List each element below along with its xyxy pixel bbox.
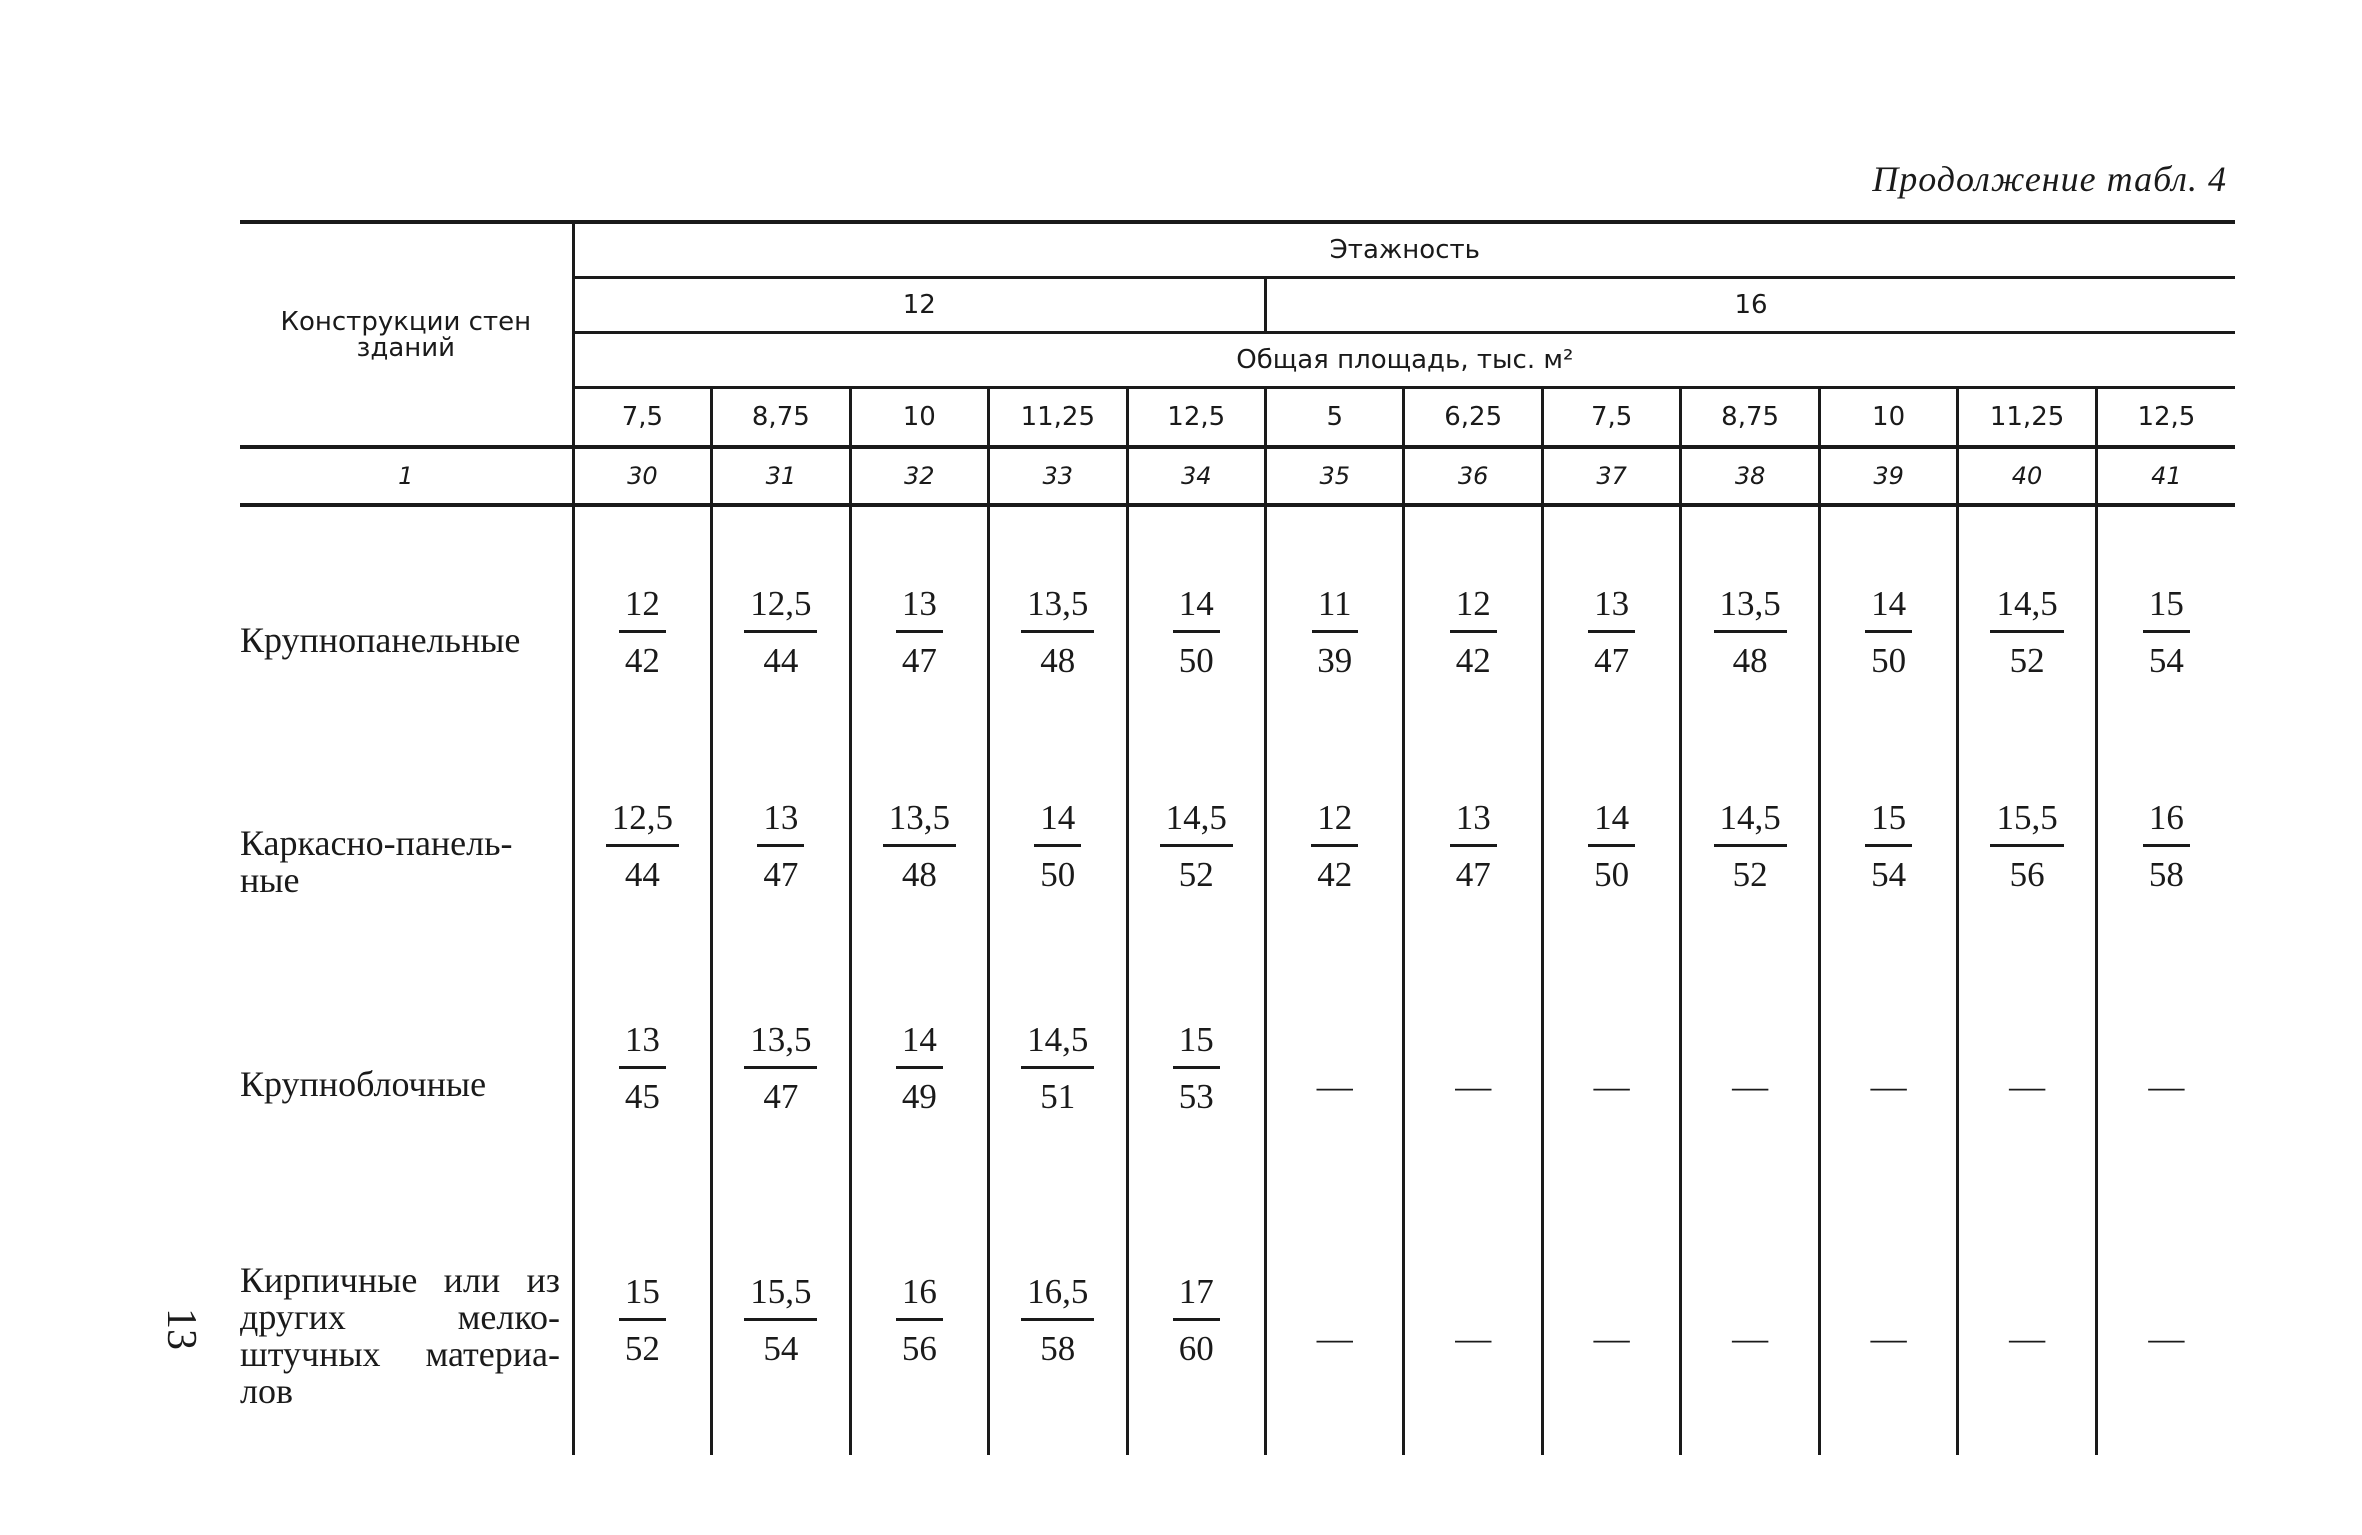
fraction: [1173, 1272, 1220, 1369]
fraction-numerator: 14,5: [1990, 584, 2063, 633]
fraction-denominator: 52: [1178, 854, 1214, 894]
empty-dash: —: [1870, 1318, 1907, 1358]
fraction-denominator: 47: [901, 640, 937, 680]
fraction: [1311, 798, 1358, 895]
fraction-numerator: 16,5: [1021, 1272, 1094, 1321]
fraction: [1714, 798, 1787, 895]
column-index: 36: [1404, 447, 1542, 505]
table-cell: [1127, 1173, 1265, 1455]
fraction: [1173, 1020, 1220, 1117]
table-cell: [1265, 505, 1403, 729]
fraction-denominator: 48: [1040, 640, 1076, 680]
fraction-denominator: 52: [624, 1328, 660, 1368]
fraction: [1160, 798, 1233, 895]
table-header: [240, 222, 2235, 505]
table-cell: [1819, 1173, 1957, 1455]
fraction-denominator: 54: [763, 1328, 799, 1368]
fraction: [744, 584, 817, 681]
area-value: 10: [1819, 388, 1957, 448]
fraction-numerator: 15: [619, 1272, 666, 1321]
fraction-numerator: 15: [2143, 584, 2190, 633]
fraction-denominator: 44: [624, 854, 660, 894]
table-row: [240, 1173, 2235, 1455]
fraction-numerator: 13,5: [744, 1020, 817, 1069]
table-cell: [712, 951, 850, 1173]
fraction-denominator: 39: [1317, 640, 1353, 680]
table-cell: [2096, 951, 2235, 1173]
empty-dash: —: [1870, 1066, 1907, 1106]
table-row: [240, 729, 2235, 951]
table-cell: [1404, 505, 1542, 729]
table-row: [240, 951, 2235, 1173]
column-index: 30: [573, 447, 711, 505]
fraction-numerator: 14: [1865, 584, 1912, 633]
fraction-denominator: 42: [624, 640, 660, 680]
table-cell: [1265, 1173, 1403, 1455]
area-value: 6,25: [1404, 388, 1542, 448]
fraction-denominator: 50: [1871, 640, 1907, 680]
fraction-denominator: 58: [1040, 1328, 1076, 1368]
fraction: [1588, 798, 1635, 895]
column-index: 39: [1819, 447, 1957, 505]
row-label: [240, 951, 573, 1173]
row-label: [240, 505, 573, 729]
table-cell: [2096, 729, 2235, 951]
fraction-denominator: 52: [2009, 640, 2045, 680]
fraction: [1990, 798, 2063, 895]
column-index: 1: [240, 447, 573, 505]
column-index: 38: [1681, 447, 1819, 505]
column-index: 33: [989, 447, 1127, 505]
table-body: [240, 505, 2235, 1455]
fraction: [883, 798, 956, 895]
area-value: 12,5: [1127, 388, 1265, 448]
fraction-denominator: 54: [1871, 854, 1907, 894]
fraction-denominator: 47: [763, 1076, 799, 1116]
fraction: [2143, 798, 2190, 895]
fraction: [619, 1272, 666, 1369]
fraction-numerator: 13,5: [883, 798, 956, 847]
table-row: [240, 505, 2235, 729]
table-cell: [1265, 729, 1403, 951]
stub-header: Конструкции стен зданий: [240, 222, 573, 447]
fraction-denominator: 52: [1732, 854, 1768, 894]
fraction: [1173, 584, 1220, 681]
fraction: [606, 798, 679, 895]
column-index: 31: [712, 447, 850, 505]
fraction-numerator: 15,5: [1990, 798, 2063, 847]
fraction-numerator: 14,5: [1714, 798, 1787, 847]
area-value: 7,5: [573, 388, 711, 448]
table-cell: [712, 729, 850, 951]
fraction-denominator: 47: [1455, 854, 1491, 894]
fraction-denominator: 49: [901, 1076, 937, 1116]
page-number: 13: [158, 1308, 204, 1350]
fraction-denominator: 53: [1178, 1076, 1214, 1116]
fraction-denominator: 47: [1594, 640, 1630, 680]
table-cell: [712, 1173, 850, 1455]
table-cell: [1404, 951, 1542, 1173]
fraction: [1714, 584, 1787, 681]
table-cell: [1542, 1173, 1680, 1455]
table-cell: [1958, 1173, 2096, 1455]
column-index: 34: [1127, 447, 1265, 505]
empty-dash: —: [1455, 1318, 1492, 1358]
table-cell: [573, 951, 711, 1173]
fraction-numerator: 14: [1034, 798, 1081, 847]
table-cell: [1127, 951, 1265, 1173]
fraction-denominator: 44: [763, 640, 799, 680]
empty-dash: —: [2009, 1318, 2046, 1358]
fraction-numerator: 12: [1311, 798, 1358, 847]
fraction: [619, 1020, 666, 1117]
table-cell: [989, 1173, 1127, 1455]
empty-dash: —: [1455, 1066, 1492, 1106]
empty-dash: —: [1316, 1318, 1353, 1358]
fraction-numerator: 15,5: [744, 1272, 817, 1321]
fraction-denominator: 50: [1040, 854, 1076, 894]
fraction-denominator: 51: [1040, 1076, 1076, 1116]
table-cell: [1958, 729, 2096, 951]
table-cell: [2096, 1173, 2235, 1455]
area-value: 8,75: [712, 388, 850, 448]
table-cell: [712, 505, 850, 729]
fraction-denominator: 54: [2148, 640, 2184, 680]
column-index: 32: [850, 447, 988, 505]
fraction: [1021, 1272, 1094, 1369]
fraction: [1034, 798, 1081, 895]
table-cell: [1958, 505, 2096, 729]
fraction-denominator: 42: [1455, 640, 1491, 680]
fraction: [896, 584, 943, 681]
table-cell: [1127, 505, 1265, 729]
empty-dash: —: [1593, 1318, 1630, 1358]
table-cell: [1819, 505, 1957, 729]
table-cell: [1819, 729, 1957, 951]
fraction: [619, 584, 666, 681]
fraction-denominator: 50: [1178, 640, 1214, 680]
table-cell: [573, 505, 711, 729]
fraction: [757, 798, 804, 895]
fraction-numerator: 14: [1588, 798, 1635, 847]
fraction: [896, 1020, 943, 1117]
fraction-numerator: 13: [619, 1020, 666, 1069]
fraction: [744, 1020, 817, 1117]
row-label-text: Крупнопанельные: [240, 619, 521, 660]
table-cell: [1819, 951, 1957, 1173]
fraction-numerator: 13: [1588, 584, 1635, 633]
fraction-denominator: 45: [624, 1076, 660, 1116]
table-cell: [1542, 951, 1680, 1173]
fraction: [896, 1272, 943, 1369]
row-label-text: Крупноблочные: [240, 1063, 487, 1104]
table-cell: [573, 1173, 711, 1455]
table-cell: [850, 505, 988, 729]
table-cell: [2096, 505, 2235, 729]
empty-dash: —: [1732, 1066, 1769, 1106]
fraction-numerator: 13: [1450, 798, 1497, 847]
area-label: Общая площадь, тыс. м²: [573, 333, 2235, 388]
table-cell: [850, 1173, 988, 1455]
empty-dash: —: [2148, 1066, 2185, 1106]
table-cell: [1404, 1173, 1542, 1455]
fraction-denominator: 60: [1178, 1328, 1214, 1368]
floors-label: Этажность: [573, 222, 2235, 278]
fraction-denominator: 50: [1594, 854, 1630, 894]
fraction-denominator: 47: [763, 854, 799, 894]
empty-dash: —: [2009, 1066, 2046, 1106]
fraction-denominator: 42: [1317, 854, 1353, 894]
area-value: 12,5: [2096, 388, 2235, 448]
fraction-numerator: 13: [896, 584, 943, 633]
fraction-denominator: 56: [901, 1328, 937, 1368]
fraction-numerator: 14: [1173, 584, 1220, 633]
fraction-numerator: 17: [1173, 1272, 1220, 1321]
fraction-numerator: 14,5: [1160, 798, 1233, 847]
fraction-numerator: 16: [896, 1272, 943, 1321]
fraction-denominator: 58: [2148, 854, 2184, 894]
fraction: [1021, 584, 1094, 681]
fraction-numerator: 14,5: [1021, 1020, 1094, 1069]
fraction-numerator: 12: [1450, 584, 1497, 633]
area-value: 5: [1265, 388, 1403, 448]
area-value: 8,75: [1681, 388, 1819, 448]
empty-dash: —: [2148, 1318, 2185, 1358]
fraction-numerator: 13,5: [1714, 584, 1787, 633]
fraction-denominator: 48: [901, 854, 937, 894]
table-cell: [989, 951, 1127, 1173]
table-cell: [1542, 505, 1680, 729]
table-cell: [989, 505, 1127, 729]
row-label: [240, 729, 573, 951]
area-value: 11,25: [1958, 388, 2096, 448]
fraction: [1312, 584, 1358, 681]
area-value: 7,5: [1542, 388, 1680, 448]
empty-dash: —: [1316, 1066, 1353, 1106]
data-table: [240, 220, 2235, 1455]
table-cell: [1958, 951, 2096, 1173]
column-index: 40: [1958, 447, 2096, 505]
table-cell: [1681, 1173, 1819, 1455]
table-cell: [850, 951, 988, 1173]
fraction-denominator: 56: [2009, 854, 2045, 894]
table-cell: [1542, 729, 1680, 951]
fraction: [1865, 584, 1912, 681]
table-cell: [1265, 951, 1403, 1173]
table-cell: [573, 729, 711, 951]
column-index: 37: [1542, 447, 1680, 505]
table-cell: [989, 729, 1127, 951]
floors-12: 12: [573, 278, 1265, 333]
fraction-numerator: 12,5: [744, 584, 817, 633]
floors-16: 16: [1265, 278, 2235, 333]
fraction: [1450, 584, 1497, 681]
table-cell: [850, 729, 988, 951]
area-value: 10: [850, 388, 988, 448]
fraction-numerator: 13: [757, 798, 804, 847]
fraction-numerator: 15: [1173, 1020, 1220, 1069]
row-label-text: Каркасно-панель-ные: [240, 823, 513, 900]
fraction-numerator: 11: [1312, 584, 1358, 633]
row-label-text: Кирпичные или из других мелко-штучных материа-лов: [240, 1260, 560, 1411]
fraction: [1865, 798, 1912, 895]
empty-dash: —: [1593, 1066, 1630, 1106]
fraction-numerator: 15: [1865, 798, 1912, 847]
table-cell: [1127, 729, 1265, 951]
fraction-numerator: 12,5: [606, 798, 679, 847]
empty-dash: —: [1732, 1318, 1769, 1358]
table-cell: [1681, 729, 1819, 951]
fraction-denominator: 48: [1732, 640, 1768, 680]
fraction: [1588, 584, 1635, 681]
table-cell: [1681, 505, 1819, 729]
fraction: [1990, 584, 2063, 681]
fraction-numerator: 14: [896, 1020, 943, 1069]
fraction: [744, 1272, 817, 1369]
area-value: 11,25: [989, 388, 1127, 448]
table-cell: [1404, 729, 1542, 951]
fraction-numerator: 13,5: [1021, 584, 1094, 633]
column-index: 41: [2096, 447, 2235, 505]
fraction-numerator: 12: [619, 584, 666, 633]
table-continuation-caption: Продолжение табл. 4: [1872, 159, 2227, 199]
fraction: [2143, 584, 2190, 681]
table-cell: [1681, 951, 1819, 1173]
fraction: [1021, 1020, 1094, 1117]
fraction-numerator: 16: [2143, 798, 2190, 847]
column-index: 35: [1265, 447, 1403, 505]
row-label: [240, 1173, 573, 1455]
fraction: [1450, 798, 1497, 895]
